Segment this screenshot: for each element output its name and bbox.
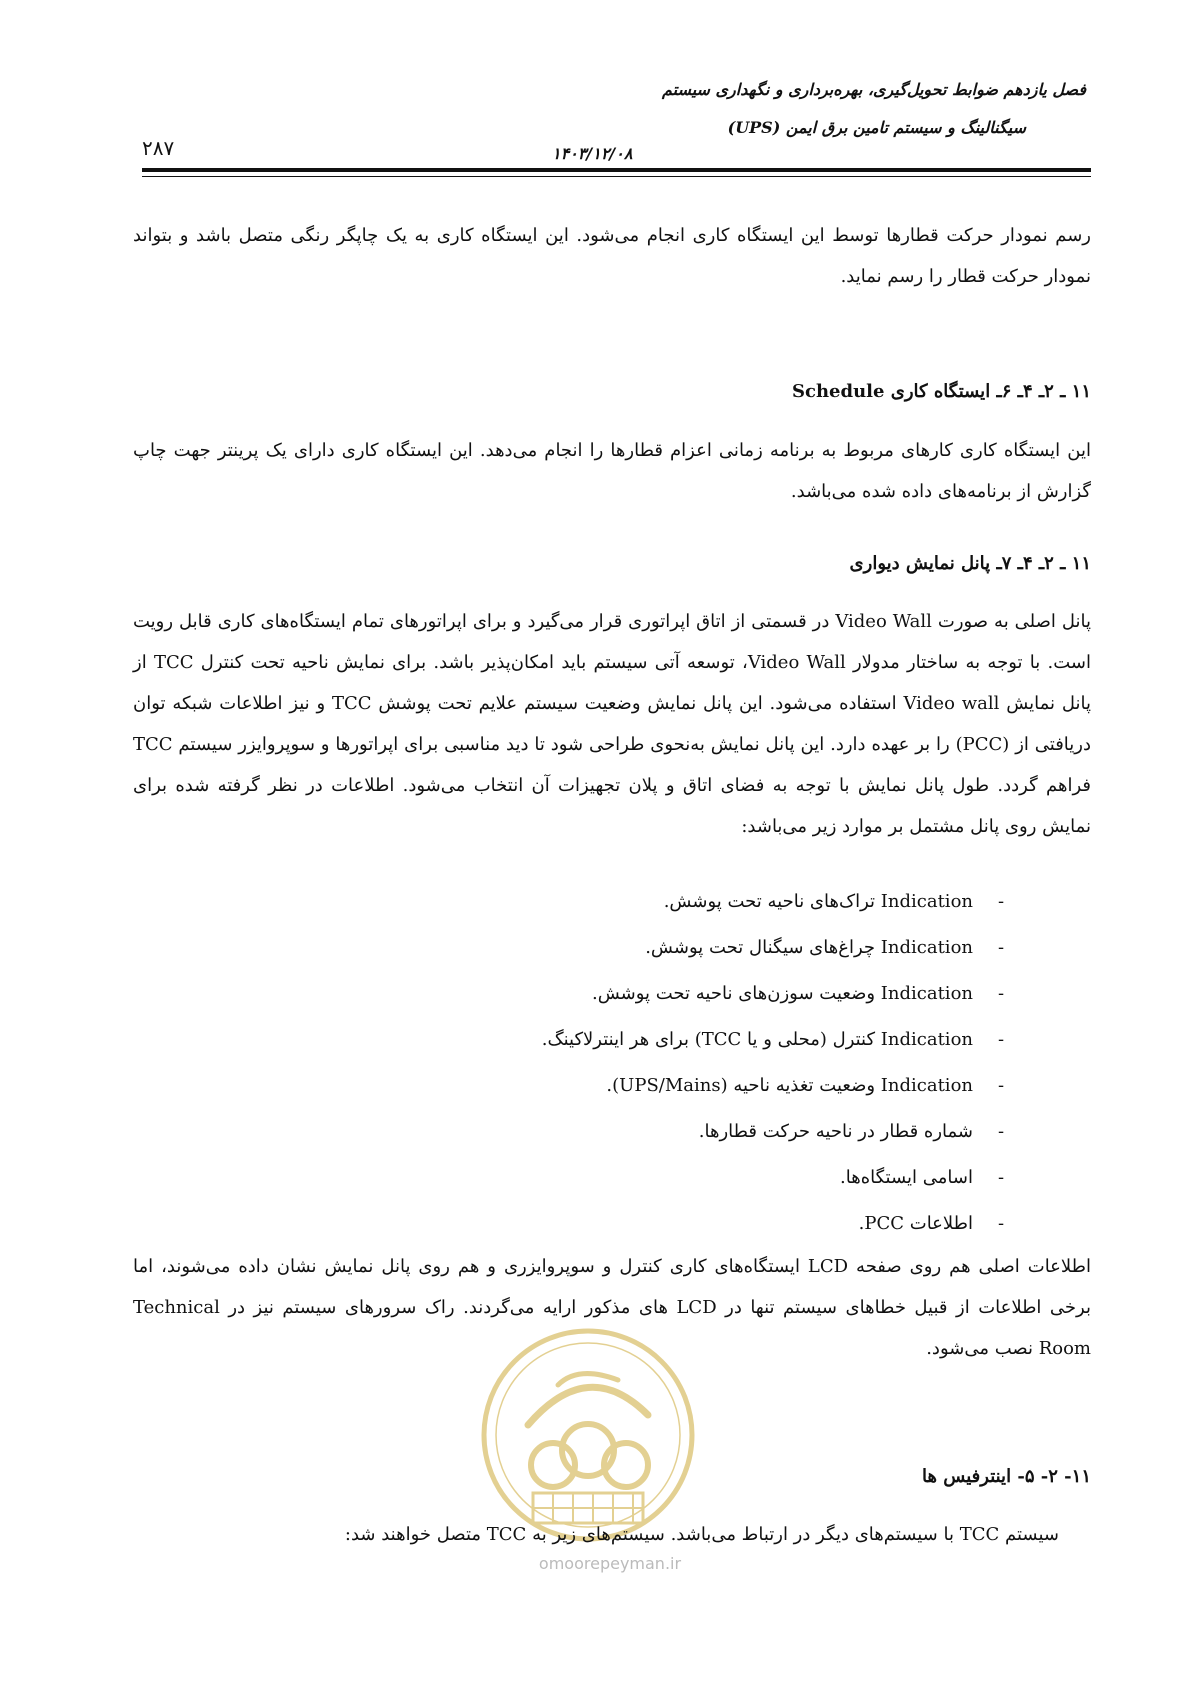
section-heading-schedule: ۱۱ ـ ۲ـ ۴ـ ۶ـ ایستگاه کاری Schedule	[792, 381, 1091, 402]
list-item: - اطلاعات PCC.	[211, 1201, 1011, 1247]
chapter-subtitle: سیگنالینگ و سیستم تامین برق ایمن (UPS)	[727, 118, 1026, 137]
watermark-logo	[478, 1325, 698, 1545]
chapter-title: فصل یازدهم ضوابط تحویل‌گیری، بهره‌برداری و نگهداری سیستم	[661, 80, 1086, 99]
list-item: - اسامی ایستگاه‌ها.	[211, 1155, 1011, 1201]
indication-list	[211, 879, 1011, 1247]
list-item: - Indication چراغ‌های سیگنال تحت پوشش.	[211, 925, 1011, 971]
list-item: - Indication کنترل (محلی و یا TCC) برای هر اینترلاکینگ.	[211, 1017, 1011, 1063]
section-body-video-wall: پانل اصلی به صورت Video Wall در قسمتی از اتاق اپراتوری قرار می‌گیرد و برای اپراتورهای تمام ایستگاه‌های کاری قابل رویت است. با توجه به ساختار مدولار Video Wall، توسعه آتی سیستم باید امکان‌پذیر باشد. برای نمایش ناحیه تحت کنترل TCC از پانل نمایش Video wall استفاده می‌شود. این پانل نمایش وضعیت سیستم علایم تحت پوشش TCC و نیز اطلاعات شبکه توان دریافتی از (PCC) را بر عهده دارد. این پانل نمایش به‌نحوی طراحی شود تا دید مناسبی برای اپراتورها و سوپروایزر سیستم TCC فراهم گردد. طول پانل نمایش با توجه به فضای اتاق و پلان تجهیزات آن انتخاب می‌شود. اطلاعات در نظر گرفته شده برای نمایش روی پانل مشتمل بر موارد زیر می‌باشد:	[133, 611, 1092, 837]
watermark-site: omoorepeyman.ir	[538, 1554, 682, 1573]
list-item: - Indication تراک‌های ناحیه تحت پوشش.	[211, 879, 1011, 925]
list-item: - شماره قطار در ناحیه حرکت قطارها.	[211, 1109, 1011, 1155]
bullet-dash: -	[997, 1029, 1005, 1050]
header-divider-thick	[142, 168, 1091, 172]
section-closing-video-wall: اطلاعات اصلی هم روی صفحه LCD ایستگاه‌های کاری کنترل و سوپروایزری و هم روی پانل نمایش نشان داده می‌شوند، اما برخی اطلاعات از قبیل خطاهای سیستم تنها در LCD های مذکور ارایه می‌گردند. راک سرورهای سیستم نیز در Technical Room نصب می‌شود.	[133, 1256, 1091, 1359]
intro-paragraph: رسم نمودار حرکت قطارها توسط این ایستگاه کاری انجام می‌شود. این ایستگاه کاری به یک چاپگر رنگی متصل باشد و بتواند نمودار حرکت قطار را رسم نماید.	[133, 225, 1091, 287]
list-item: - Indication وضعیت تغذیه ناحیه (UPS/Mains).	[211, 1063, 1011, 1109]
bullet-dash: -	[997, 983, 1005, 1004]
document-date: ۱۴۰۳/۱۲/۰۸	[552, 144, 633, 163]
bullet-dash: -	[997, 1075, 1005, 1096]
bullet-dash: -	[997, 937, 1005, 958]
list-item: - Indication وضعیت سوزن‌های ناحیه تحت پوشش.	[211, 971, 1011, 1017]
bullet-dash: -	[997, 1213, 1005, 1234]
section-heading-interfaces: ۱۱- ۲- ۵- اینترفیس ها	[922, 1466, 1091, 1487]
bullet-dash: -	[997, 891, 1005, 912]
page-number: ۲۸۷	[142, 136, 175, 160]
section-heading-video-wall: ۱۱ ـ ۲ـ ۴ـ ۷ـ پانل نمایش دیواری	[849, 553, 1091, 574]
header-divider-thin	[142, 176, 1091, 177]
bullet-dash: -	[997, 1121, 1005, 1142]
section-body-schedule: این ایستگاه کاری کارهای مربوط به برنامه زمانی اعزام قطارها را انجام می‌دهد. این ایستگاه کاری دارای یک پرینتر جهت چاپ گزارش از برنامه‌های داده شده می‌باشد.	[133, 440, 1091, 502]
bullet-dash: -	[997, 1167, 1005, 1188]
section-body-interfaces: سیستم TCC با سیستم‌های دیگر در ارتباط می‌باشد. سیستم‌های زیر به TCC متصل خواهند شد:	[344, 1524, 1059, 1545]
